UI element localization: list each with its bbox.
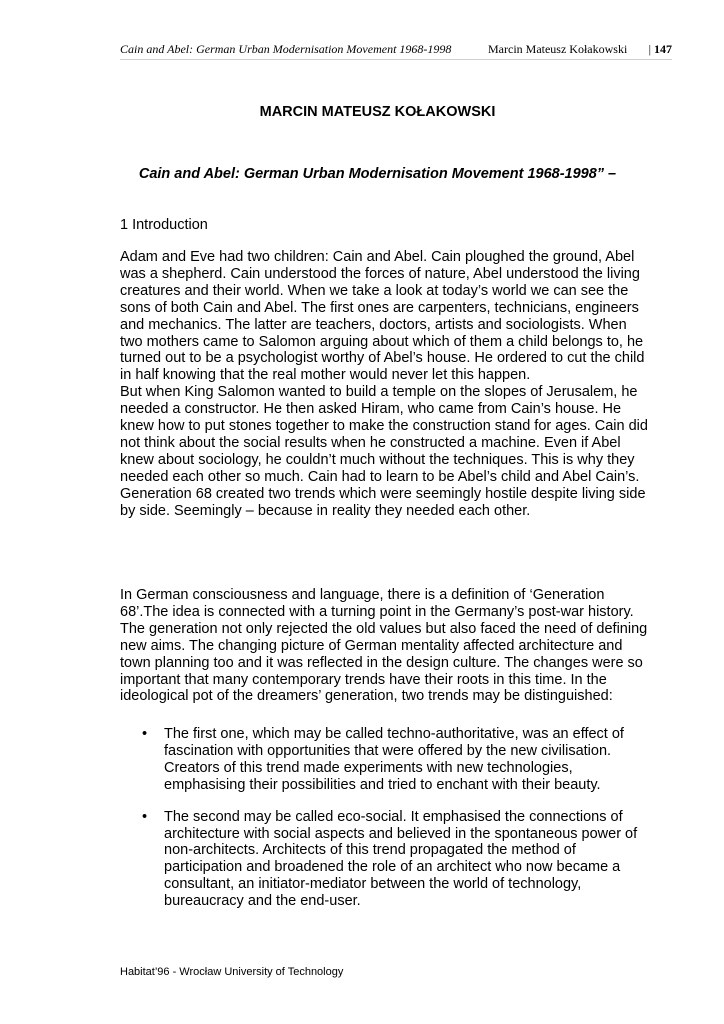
bullet-icon: • bbox=[142, 808, 148, 825]
bullet-icon: • bbox=[142, 726, 148, 742]
list-item-text: The first one, which may be called techno-authoritative, was an effect of fascination with opportunities that were offered by the new civilisation. Creators of this trend made experiments with new technologies, emphasising their possibilities and tried to enchant with their beauty. bbox=[164, 726, 624, 793]
list-item bbox=[120, 809, 650, 910]
paper-title: Cain and Abel: German Urban Modernisation Movement 1968-1998” – bbox=[138, 166, 617, 182]
page-separator: | bbox=[648, 42, 651, 56]
paragraph-1b: But when King Salomon wanted to build a temple on the slopes of Jerusalem, he needed a constructor. He then asked Hiram, who came from Cain’s house. He knew how to put stones together to make the construction stand for ages. Cain did not think about the social results when he constructed a machine. Even if Abel knew about sociology, he couldn’t much without the techniques. This is why they needed each other so much. Cain had to learn to be Abel’s child and Abel Cain’s. Generation 68 created two trends which were seemingly hostile despite living side by side. Seemingly – because in reality they needed each other. bbox=[120, 384, 648, 519]
page-number: 147 bbox=[654, 42, 672, 56]
trend-list bbox=[120, 726, 650, 910]
list-item-text: The second may be called eco-social. It emphasised the connections of architecture with social aspects and believed in the spontaneous power of non-architects. Architects of this trend propagated the method of participation and broadened the role of an architect who now became a consultant, an initiator-mediator between the world of technology, bureaucracy and the end-user. bbox=[164, 808, 638, 910]
running-header bbox=[120, 42, 672, 60]
running-author: Marcin Mateusz Kołakowski bbox=[488, 42, 628, 56]
page-footer: Habitat’96 - Wrocław University of Technology bbox=[120, 966, 344, 978]
section-heading: 1 Introduction bbox=[120, 217, 208, 233]
running-title: Cain and Abel: German Urban Modernisation Movement 1968-1998 bbox=[120, 42, 452, 56]
page-number-block bbox=[649, 42, 672, 57]
paragraph-1: Adam and Eve had two children: Cain and Abel. Cain ploughed the ground, Abel was a shepherd. Cain understood the forces of nature, Abel understood the living creatures and their world. When we take a look at today’s world we can see the sons of both Cain and Abel. The first ones are carpenters, technicians, engineers and mechanics. The latter are teachers, doctors, artists and sociologists. When two mothers came to Salomon arguing about which of them a child belongs to, he turned out to be a psychologist worthy of Abel’s house. He ordered to cut the child in half knowing that the real mother would never let this happen. bbox=[120, 249, 645, 384]
list-item bbox=[120, 726, 650, 794]
author-name: MARCIN MATEUSZ KOŁAKOWSKI bbox=[259, 104, 496, 120]
header-divider bbox=[120, 59, 672, 60]
intro-paragraph bbox=[120, 249, 650, 520]
paragraph-2: In German consciousness and language, there is a definition of ‘Generation 68’.The idea is connected with a turning point in the Germany’s post-war history. The generation not only rejected the old values but also faced the need of defining new aims. The changing picture of German mentality affected architecture and town planning too and it was reflected in the design culture. The changes were so important that many contemporary trends have their roots in this time. In the ideological pot of the dreamers’ generation, two trends may be distinguished: bbox=[120, 587, 648, 705]
